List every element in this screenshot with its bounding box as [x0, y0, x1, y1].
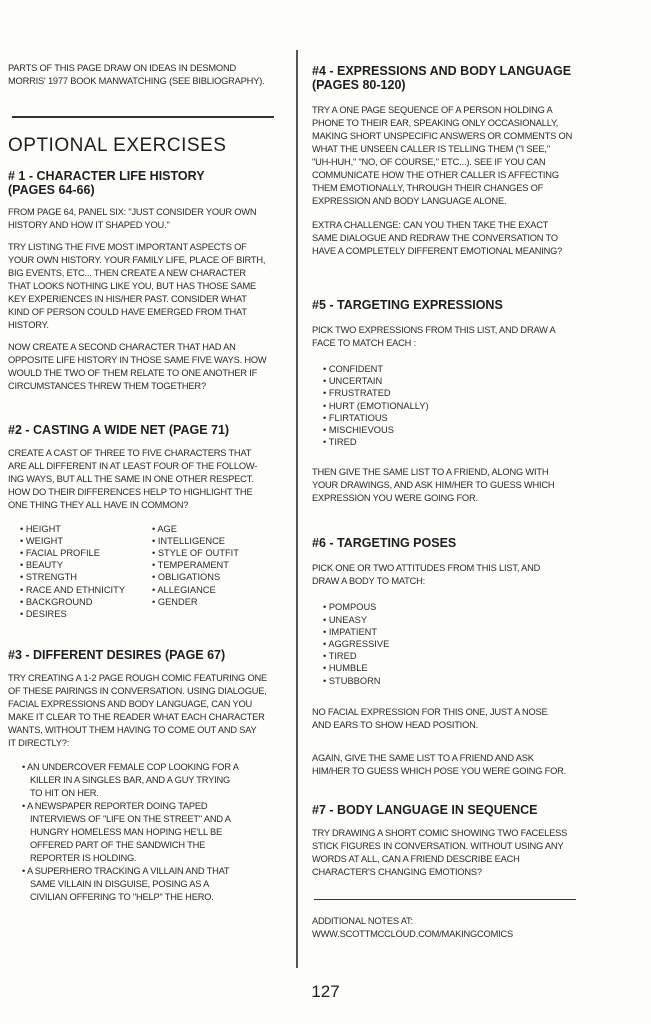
- list-item: • A SUPERHERO TRACKING A VILLAIN AND THAT SAME VILLAIN IN DISGUISE, POSING AS A CIVILIAN OFFERING TO "HELP" THE HERO.: [20, 865, 290, 904]
- list-item: • UNEASY: [323, 614, 646, 626]
- list-item: • ALLEGIANCE: [152, 584, 284, 596]
- page-number: 127: [311, 982, 340, 1001]
- exercise-4-text: EXTRA CHALLENGE: CAN YOU THEN TAKE THE EXACT SAME DIALOGUE AND REDRAW THE CONVERSATION TO HAVE A COMPLETELY DIFFERENT EMOTIONAL MEANING?: [312, 220, 563, 256]
- list-item: • WEIGHT: [20, 535, 152, 547]
- list-item: • MISCHIEVOUS: [323, 424, 646, 436]
- list-item: • GENDER: [152, 596, 284, 608]
- list-item: • A NEWSPAPER REPORTER DOING TAPED INTERVIEWS OF "LIFE ON THE STREET" AND A HUNGRY HOMELESS MAN HOPING HE'LL BE OFFERED PART OF THE SANDWICH THE REPORTER IS HOLDING.: [20, 800, 290, 865]
- list-item: • AN UNDERCOVER FEMALE COP LOOKING FOR A KILLER IN A SINGLES BAR, AND A GUY TRYING TO HIT ON HER.: [20, 761, 290, 800]
- trait-lists: [20, 523, 290, 621]
- trait-list-b: [152, 523, 284, 621]
- exercise-6-text: AGAIN, GIVE THE SAME LIST TO A FRIEND AND ASK HIM/HER TO GUESS WHICH POSE YOU WERE GOING FOR.: [312, 752, 567, 776]
- list-item: • AGGRESSIVE: [323, 638, 646, 650]
- list-item: • TEMPERAMENT: [152, 559, 284, 571]
- list-item: • POMPOUS: [323, 601, 646, 613]
- list-item: • STRENGTH: [20, 571, 152, 583]
- list-item: • HEIGHT: [20, 523, 152, 535]
- exercise-1-text: TRY LISTING THE FIVE MOST IMPORTANT ASPECTS OF YOUR OWN HISTORY. YOUR FAMILY LIFE, PLACE OF BIRTH, BIG EVENTS, ETC... THEN CREATE A NEW CHARACTER THAT LOOKS NOTHING LIKE YOU, BUT HAS THOSE SAME KEY EXPERIENCES IN HIS/HER PAST. CONSIDER WHAT KIND OF PERSON COULD HAVE EMERGED FROM THAT HISTORY.: [8, 241, 266, 330]
- list-item: • HUMBLE: [323, 662, 646, 674]
- list-item: • BACKGROUND: [20, 596, 152, 608]
- list-item: • BEAUTY: [20, 559, 152, 571]
- right-column: [312, 62, 646, 941]
- exercise-5-heading: #5 - TARGETING EXPRESSIONS: [312, 298, 503, 312]
- exercise-2-heading: #2 - CASTING A WIDE NET (PAGE 71): [8, 422, 230, 437]
- column-divider: [296, 50, 298, 968]
- exercise-3-heading: #3 - DIFFERENT DESIRES (PAGE 67): [8, 648, 226, 663]
- left-column: [8, 62, 290, 904]
- list-item: • CONFIDENT: [323, 363, 646, 375]
- exercise-6-text: PICK ONE OR TWO ATTITUDES FROM THIS LIST, AND DRAW A BODY TO MATCH:: [312, 563, 541, 587]
- exercise-4-text: TRY A ONE PAGE SEQUENCE OF A PERSON HOLDING A PHONE TO THEIR EAR, SPEAKING ONLY OCCASIONALLY, MAKING SHORT UNSPECIFIC ANSWERS OR COMMENTS ON WHAT THE UNSEEN CALLER IS TELLING THEM ("I SEE," "UH-HUH," "NO, OF COURSE," ETC...). SEE IF YOU CAN COMMUNICATE HOW THE OTHER CALLER IS AFFECTING THEM EMOTIONALLY, THROUGH THEIR CHANGES OF EXPRESSION AND BODY LANGUAGE ALONE.: [312, 105, 573, 206]
- list-item: • TIRED: [323, 436, 646, 448]
- list-item: • RACE AND ETHNICITY: [20, 584, 152, 596]
- exercise-7-heading: #7 - BODY LANGUAGE IN SEQUENCE: [312, 802, 538, 817]
- list-item: • AGE: [152, 523, 284, 535]
- exercise-1-text: NOW CREATE A SECOND CHARACTER THAT HAD AN OPPOSITE LIFE HISTORY IN THOSE SAME FIVE WAYS. HOW WOULD THE TWO OF THEM RELATE TO ONE ANOTHER IF CIRCUMSTANCES THREW THEM TOGETHER?: [8, 341, 267, 391]
- exercise-6-heading: #6 - TARGETING POSES: [312, 536, 457, 551]
- list-item: • UNCERTAIN: [323, 375, 646, 387]
- page-title: OPTIONAL EXERCISES: [8, 134, 227, 156]
- list-item: • DESIRES: [20, 608, 152, 620]
- expression-list: [323, 363, 646, 448]
- exercise-5-text: PICK TWO EXPRESSIONS FROM THIS LIST, AND DRAW A FACE TO MATCH EACH :: [312, 325, 556, 348]
- list-item: • FLIRTATIOUS: [323, 412, 646, 424]
- list-item: • FACIAL PROFILE: [20, 547, 152, 559]
- trait-list-a: [20, 523, 152, 621]
- exercise-5-text: THEN GIVE THE SAME LIST TO A FRIEND, ALONG WITH YOUR DRAWINGS, AND ASK HIM/HER TO GUESS WHICH EXPRESSION YOU WERE GOING FOR.: [312, 467, 555, 504]
- list-item: • FRUSTRATED: [323, 387, 646, 399]
- exercise-1-text: FROM PAGE 64, PANEL SIX: "JUST CONSIDER YOUR OWN HISTORY AND HOW IT SHAPED YOU.": [8, 206, 257, 230]
- exercise-6-text: NO FACIAL EXPRESSION FOR THIS ONE, JUST A NOSE AND EARS TO SHOW HEAD POSITION.: [312, 706, 548, 730]
- divider: [314, 899, 576, 901]
- list-item: • OBLIGATIONS: [152, 571, 284, 583]
- exercise-2-text: CREATE A CAST OF THREE TO FIVE CHARACTERS THAT ARE ALL DIFFERENT IN AT LEAST FOUR OF THE FOLLOW- ING WAYS, BUT ALL THE SAME IN ONE OTHER RESPECT. HOW DO THEIR DIFFERENCES HELP TO HIGHLIGHT THE ONE THING THEY ALL HAVE IN COMMON?: [8, 447, 258, 510]
- divider: [12, 116, 274, 118]
- list-item: • STUBBORN: [323, 675, 646, 687]
- exercise-7-text: TRY DRAWING A SHORT COMIC SHOWING TWO FACELESS STICK FIGURES IN CONVERSATION. WITHOUT USING ANY WORDS AT ALL, CAN A FRIEND DESCRIBE EACH CHARACTER'S CHANGING EMOTIONS?: [312, 827, 568, 877]
- intro-note: PARTS OF THIS PAGE DRAW ON IDEAS IN DESMOND MORRIS' 1977 BOOK MANWATCHING (SEE BIBLIOGRAPHY).: [8, 63, 265, 86]
- exercise-4-heading: #4 - EXPRESSIONS AND BODY LANGUAGE (PAGES 80-120): [312, 64, 572, 92]
- exercise-3-text: TRY CREATING A 1-2 PAGE ROUGH COMIC FEATURING ONE OF THESE PAIRINGS IN CONVERSATION. USING DIALOGUE, FACIAL EXPRESSIONS AND BODY LANGUAGE, CAN YOU MAKE IT CLEAR TO THE READER WHAT EACH CHARACTER WANTS, WITHOUT THEM HAVING TO COME OUT AND SAY IT DIRECTLY?:: [8, 673, 267, 749]
- additional-notes: ADDITIONAL NOTES AT: WWW.SCOTTMCCLOUD.COM/MAKINGCOMICS: [312, 916, 514, 940]
- pairing-list: [20, 761, 290, 904]
- list-item: • STYLE OF OUTFIT: [152, 547, 284, 559]
- list-item: • INTELLIGENCE: [152, 535, 284, 547]
- exercise-1-heading: # 1 - CHARACTER LIFE HISTORY (PAGES 64-66): [8, 168, 205, 197]
- list-item: • TIRED: [323, 650, 646, 662]
- list-item: • IMPATIENT: [323, 626, 646, 638]
- pose-list: [323, 601, 646, 686]
- list-item: • HURT (EMOTIONALLY): [323, 400, 646, 412]
